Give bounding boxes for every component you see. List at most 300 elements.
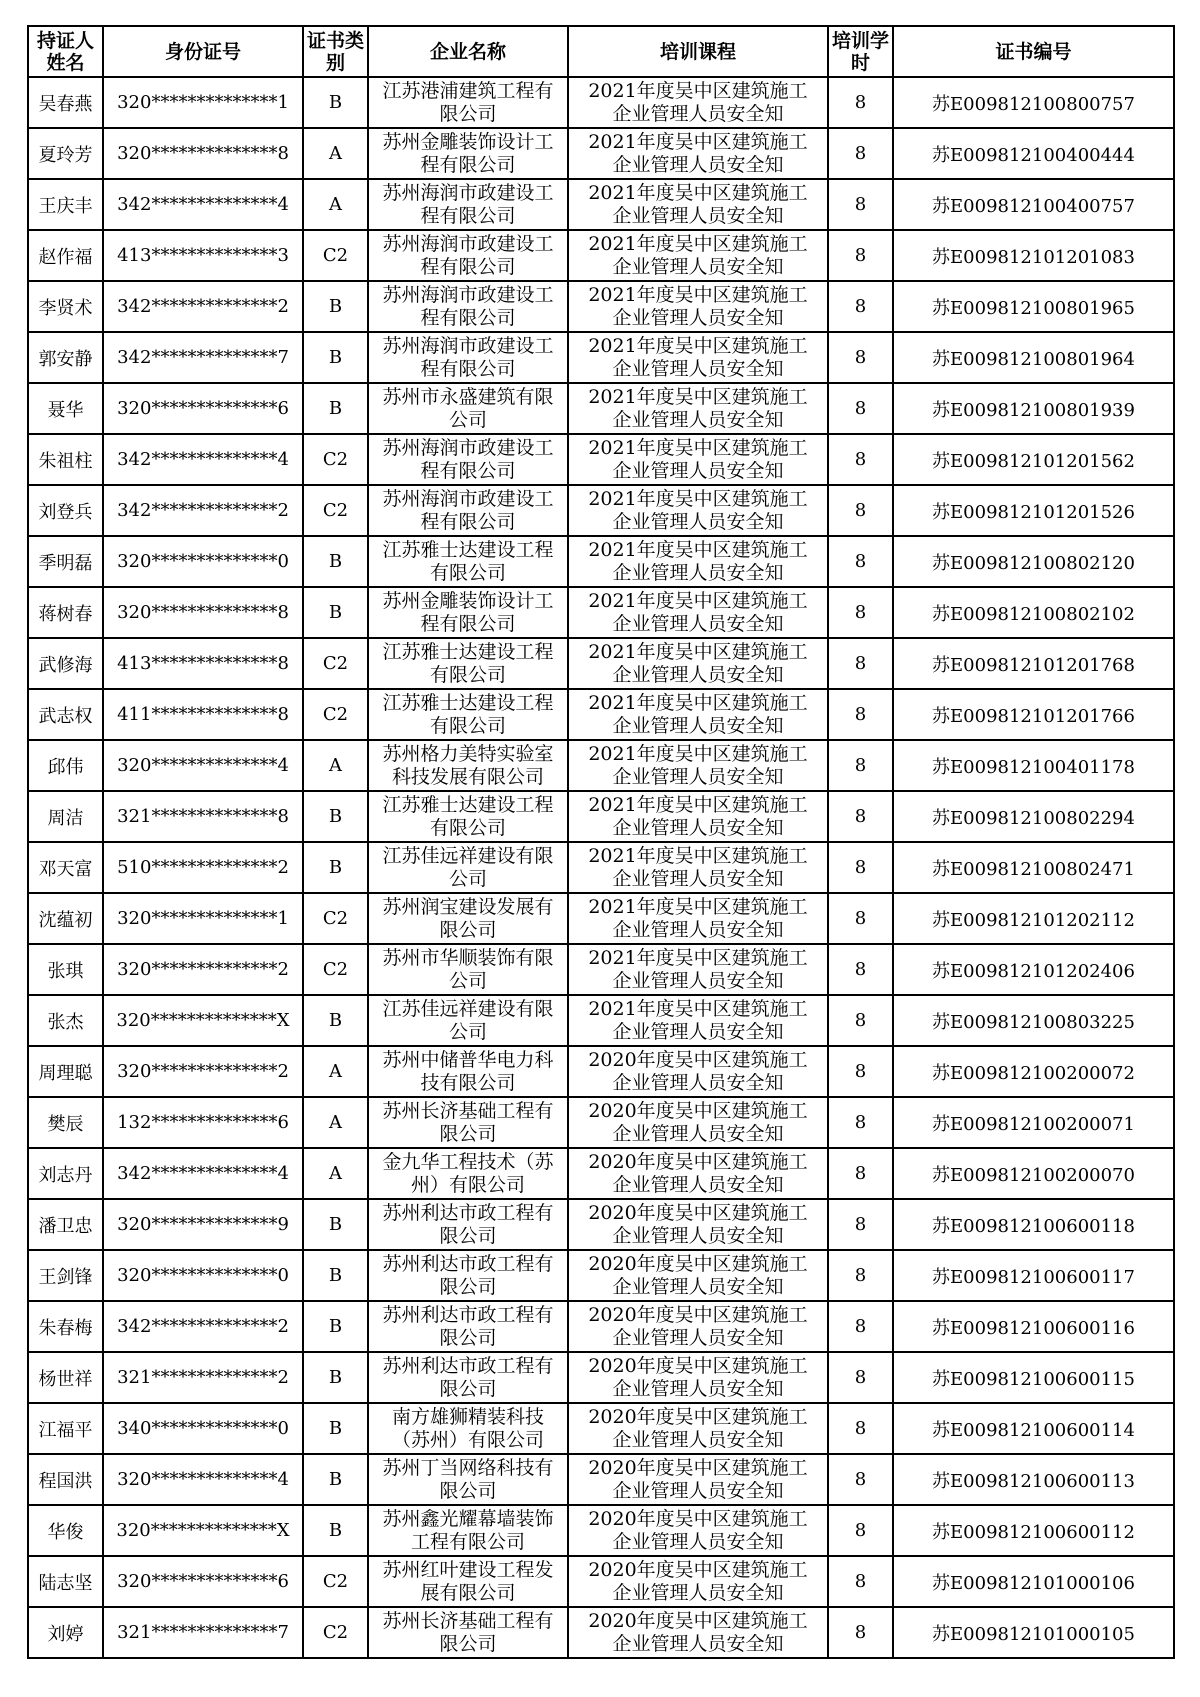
cell-name: 武修海 — [28, 638, 103, 689]
cell-company — [368, 281, 568, 332]
cell-id-number: 342**************2 — [103, 281, 303, 332]
cell-course — [568, 893, 828, 944]
cell-cert-type: C2 — [303, 434, 368, 485]
cell-course — [568, 791, 828, 842]
cell-cert-number: 苏E009812100400444 — [893, 128, 1174, 179]
cell-id-number: 342**************7 — [103, 332, 303, 383]
table-row — [28, 1454, 1174, 1505]
cell-course — [568, 1556, 828, 1607]
cell-company — [368, 689, 568, 740]
cell-name: 程国洪 — [28, 1454, 103, 1505]
cell-company-text: 苏州鑫光耀幕墙装饰工程有限公司 — [382, 1507, 554, 1553]
cell-company — [368, 1505, 568, 1556]
cell-cert-number: 苏E009812100200070 — [893, 1148, 1174, 1199]
cell-cert-number: 苏E009812101201562 — [893, 434, 1174, 485]
cell-cert-number: 苏E009812100801939 — [893, 383, 1174, 434]
cell-company-text: 苏州中储普华电力科技有限公司 — [382, 1048, 554, 1094]
cell-course-text: 2021年度吴中区建筑施工企业管理人员安全知 — [588, 130, 808, 176]
cell-company-text: 江苏雅士达建设工程有限公司 — [382, 640, 554, 686]
cell-course-text: 2020年度吴中区建筑施工企业管理人员安全知 — [588, 1456, 808, 1502]
cell-id-number: 321**************2 — [103, 1352, 303, 1403]
cell-name: 刘登兵 — [28, 485, 103, 536]
cell-id-number: 413**************8 — [103, 638, 303, 689]
cell-course — [568, 638, 828, 689]
cell-cert-type: C2 — [303, 944, 368, 995]
header-company: 企业名称 — [368, 26, 568, 77]
cell-id-number: 320**************8 — [103, 128, 303, 179]
cell-name: 武志权 — [28, 689, 103, 740]
cell-course — [568, 842, 828, 893]
cell-course — [568, 485, 828, 536]
cell-hours: 8 — [828, 995, 893, 1046]
cell-course-text: 2021年度吴中区建筑施工企业管理人员安全知 — [588, 589, 808, 635]
cell-cert-type: B — [303, 1403, 368, 1454]
cell-name: 李贤术 — [28, 281, 103, 332]
cell-hours: 8 — [828, 740, 893, 791]
cell-id-number: 320**************X — [103, 1505, 303, 1556]
cell-cert-type: C2 — [303, 638, 368, 689]
cell-hours: 8 — [828, 1097, 893, 1148]
header-id: 身份证号 — [103, 26, 303, 77]
cell-cert-number: 苏E009812101000105 — [893, 1607, 1174, 1658]
cell-hours: 8 — [828, 332, 893, 383]
cell-course — [568, 944, 828, 995]
cell-name: 季明磊 — [28, 536, 103, 587]
cell-company-text: 苏州金雕装饰设计工程有限公司 — [382, 130, 554, 176]
cell-company-text: 金九华工程技术（苏州）有限公司 — [382, 1150, 554, 1196]
cell-course — [568, 689, 828, 740]
cell-company — [368, 536, 568, 587]
cell-course — [568, 1097, 828, 1148]
cell-company — [368, 77, 568, 128]
table-row — [28, 893, 1174, 944]
cell-hours: 8 — [828, 1505, 893, 1556]
cell-name: 周理聪 — [28, 1046, 103, 1097]
cell-company — [368, 842, 568, 893]
cell-id-number: 320**************6 — [103, 383, 303, 434]
cell-name: 张琪 — [28, 944, 103, 995]
cell-course-text: 2021年度吴中区建筑施工企业管理人员安全知 — [588, 538, 808, 584]
header-hours: 培训学时 — [828, 26, 893, 77]
cell-company — [368, 1046, 568, 1097]
table-row — [28, 1148, 1174, 1199]
cell-company — [368, 1301, 568, 1352]
cell-course — [568, 536, 828, 587]
cell-course-text: 2021年度吴中区建筑施工企业管理人员安全知 — [588, 742, 808, 788]
cell-course-text: 2021年度吴中区建筑施工企业管理人员安全知 — [588, 895, 808, 941]
cell-id-number: 413**************3 — [103, 230, 303, 281]
cell-name: 江福平 — [28, 1403, 103, 1454]
cell-id-number: 320**************4 — [103, 740, 303, 791]
certificate-table — [27, 25, 1175, 1659]
cell-hours: 8 — [828, 1250, 893, 1301]
cell-name: 聂华 — [28, 383, 103, 434]
cell-hours: 8 — [828, 842, 893, 893]
cell-company-text: 江苏港浦建筑工程有限公司 — [382, 79, 554, 125]
cell-course-text: 2021年度吴中区建筑施工企业管理人员安全知 — [588, 385, 808, 431]
cell-course-text: 2020年度吴中区建筑施工企业管理人员安全知 — [588, 1150, 808, 1196]
cell-hours: 8 — [828, 485, 893, 536]
cell-company-text: 江苏雅士达建设工程有限公司 — [382, 691, 554, 737]
cell-hours: 8 — [828, 434, 893, 485]
cell-course — [568, 1199, 828, 1250]
cell-id-number: 342**************4 — [103, 179, 303, 230]
cell-id-number: 342**************4 — [103, 434, 303, 485]
cell-company — [368, 791, 568, 842]
cell-company-text: 苏州长济基础工程有限公司 — [382, 1099, 554, 1145]
cell-cert-type: B — [303, 332, 368, 383]
cell-company — [368, 587, 568, 638]
cell-id-number: 320**************0 — [103, 1250, 303, 1301]
cell-course-text: 2021年度吴中区建筑施工企业管理人员安全知 — [588, 997, 808, 1043]
cell-company — [368, 332, 568, 383]
cell-hours: 8 — [828, 128, 893, 179]
cell-name: 郭安静 — [28, 332, 103, 383]
cell-course — [568, 1403, 828, 1454]
cell-cert-type: B — [303, 383, 368, 434]
cell-hours: 8 — [828, 1556, 893, 1607]
cell-hours: 8 — [828, 587, 893, 638]
cell-company — [368, 1454, 568, 1505]
cell-hours: 8 — [828, 944, 893, 995]
cell-company-text: 苏州长济基础工程有限公司 — [382, 1609, 554, 1655]
cell-name: 华俊 — [28, 1505, 103, 1556]
table-row — [28, 995, 1174, 1046]
cell-hours: 8 — [828, 1352, 893, 1403]
table-row — [28, 332, 1174, 383]
cell-name: 王庆丰 — [28, 179, 103, 230]
cell-company — [368, 179, 568, 230]
cell-id-number: 320**************X — [103, 995, 303, 1046]
cell-cert-type: C2 — [303, 1556, 368, 1607]
cell-course-text: 2021年度吴中区建筑施工企业管理人员安全知 — [588, 334, 808, 380]
header-name: 持证人姓名 — [28, 26, 103, 77]
table-row — [28, 485, 1174, 536]
cell-course-text: 2021年度吴中区建筑施工企业管理人员安全知 — [588, 232, 808, 278]
cell-course — [568, 77, 828, 128]
cell-id-number: 342**************2 — [103, 485, 303, 536]
cell-course — [568, 1454, 828, 1505]
table-row — [28, 791, 1174, 842]
cell-course — [568, 1352, 828, 1403]
table-row — [28, 1250, 1174, 1301]
cell-hours: 8 — [828, 893, 893, 944]
cell-cert-type: B — [303, 587, 368, 638]
cell-cert-number: 苏E009812100600115 — [893, 1352, 1174, 1403]
table-row — [28, 587, 1174, 638]
cell-company-text: 苏州海润市政建设工程有限公司 — [382, 487, 554, 533]
cell-name: 沈蕴初 — [28, 893, 103, 944]
cell-company-text: 苏州海润市政建设工程有限公司 — [382, 232, 554, 278]
cell-cert-number: 苏E009812100200072 — [893, 1046, 1174, 1097]
cell-cert-number: 苏E009812100802102 — [893, 587, 1174, 638]
cell-course — [568, 128, 828, 179]
cell-company-text: 苏州市永盛建筑有限公司 — [382, 385, 554, 431]
cell-company-text: 苏州格力美特实验室科技发展有限公司 — [382, 742, 554, 788]
cell-course — [568, 383, 828, 434]
cell-company-text: 江苏雅士达建设工程有限公司 — [382, 538, 554, 584]
cell-cert-number: 苏E009812100802471 — [893, 842, 1174, 893]
cell-cert-type: A — [303, 1148, 368, 1199]
cell-company-text: 江苏雅士达建设工程有限公司 — [382, 793, 554, 839]
cell-cert-type: B — [303, 791, 368, 842]
cell-hours: 8 — [828, 1607, 893, 1658]
cell-course-text: 2020年度吴中区建筑施工企业管理人员安全知 — [588, 1558, 808, 1604]
cell-id-number: 411**************8 — [103, 689, 303, 740]
table-row — [28, 281, 1174, 332]
cell-company — [368, 995, 568, 1046]
table-row — [28, 230, 1174, 281]
cell-hours: 8 — [828, 1046, 893, 1097]
cell-company — [368, 1403, 568, 1454]
cell-company — [368, 434, 568, 485]
cell-cert-number: 苏E009812100600113 — [893, 1454, 1174, 1505]
cell-name: 蒋树春 — [28, 587, 103, 638]
cell-company-text: 苏州丁当网络科技有限公司 — [382, 1456, 554, 1502]
cell-name: 邓天富 — [28, 842, 103, 893]
cell-id-number: 320**************2 — [103, 944, 303, 995]
table-row — [28, 944, 1174, 995]
cell-hours: 8 — [828, 179, 893, 230]
cell-cert-number: 苏E009812100600112 — [893, 1505, 1174, 1556]
cell-company-text: 江苏佳远祥建设有限公司 — [382, 997, 554, 1043]
cell-course-text: 2020年度吴中区建筑施工企业管理人员安全知 — [588, 1099, 808, 1145]
cell-course-text: 2021年度吴中区建筑施工企业管理人员安全知 — [588, 793, 808, 839]
cell-course — [568, 1607, 828, 1658]
cell-course — [568, 740, 828, 791]
cell-id-number: 132**************6 — [103, 1097, 303, 1148]
cell-name: 邱伟 — [28, 740, 103, 791]
cell-course-text: 2020年度吴中区建筑施工企业管理人员安全知 — [588, 1048, 808, 1094]
cell-cert-type: A — [303, 740, 368, 791]
cell-id-number: 320**************2 — [103, 1046, 303, 1097]
cell-cert-number: 苏E009812101201766 — [893, 689, 1174, 740]
cell-company-text: 苏州金雕装饰设计工程有限公司 — [382, 589, 554, 635]
table-row — [28, 536, 1174, 587]
cell-id-number: 321**************8 — [103, 791, 303, 842]
cell-course-text: 2021年度吴中区建筑施工企业管理人员安全知 — [588, 640, 808, 686]
cell-course — [568, 1046, 828, 1097]
cell-cert-number: 苏E009812101202112 — [893, 893, 1174, 944]
cell-cert-number: 苏E009812101201526 — [893, 485, 1174, 536]
cell-course — [568, 1301, 828, 1352]
cell-company — [368, 383, 568, 434]
cell-company — [368, 1148, 568, 1199]
cell-course — [568, 179, 828, 230]
cell-cert-number: 苏E009812100600118 — [893, 1199, 1174, 1250]
cell-cert-number: 苏E009812101000106 — [893, 1556, 1174, 1607]
cell-id-number: 320**************1 — [103, 893, 303, 944]
cell-course-text: 2021年度吴中区建筑施工企业管理人员安全知 — [588, 79, 808, 125]
cell-course-text: 2020年度吴中区建筑施工企业管理人员安全知 — [588, 1609, 808, 1655]
table-row — [28, 842, 1174, 893]
cell-cert-number: 苏E009812100801964 — [893, 332, 1174, 383]
table-row — [28, 1199, 1174, 1250]
cell-cert-number: 苏E009812100400757 — [893, 179, 1174, 230]
cell-company — [368, 740, 568, 791]
cell-hours: 8 — [828, 1454, 893, 1505]
cell-cert-type: A — [303, 1097, 368, 1148]
cell-company-text: 苏州海润市政建设工程有限公司 — [382, 334, 554, 380]
cell-company-text: 苏州海润市政建设工程有限公司 — [382, 436, 554, 482]
cell-cert-type: B — [303, 1199, 368, 1250]
cell-cert-number: 苏E009812100401178 — [893, 740, 1174, 791]
cell-course — [568, 1148, 828, 1199]
cell-cert-type: C2 — [303, 689, 368, 740]
cell-course-text: 2020年度吴中区建筑施工企业管理人员安全知 — [588, 1405, 808, 1451]
cell-company — [368, 1352, 568, 1403]
cell-company-text: 苏州润宝建设发展有限公司 — [382, 895, 554, 941]
cell-course — [568, 1250, 828, 1301]
cell-hours: 8 — [828, 77, 893, 128]
table-row — [28, 1301, 1174, 1352]
cell-id-number: 342**************4 — [103, 1148, 303, 1199]
cell-course — [568, 995, 828, 1046]
cell-company — [368, 1199, 568, 1250]
cell-name: 杨世祥 — [28, 1352, 103, 1403]
cell-name: 陆志坚 — [28, 1556, 103, 1607]
cell-cert-number: 苏E009812100800757 — [893, 77, 1174, 128]
cell-hours: 8 — [828, 638, 893, 689]
cell-company-text: 江苏佳远祥建设有限公司 — [382, 844, 554, 890]
cell-company-text: 苏州海润市政建设工程有限公司 — [382, 283, 554, 329]
cell-hours: 8 — [828, 791, 893, 842]
cell-course — [568, 1505, 828, 1556]
cell-cert-number: 苏E009812100600116 — [893, 1301, 1174, 1352]
cell-cert-type: C2 — [303, 230, 368, 281]
cell-cert-number: 苏E009812101201768 — [893, 638, 1174, 689]
cell-company — [368, 1607, 568, 1658]
table-row — [28, 1505, 1174, 1556]
cell-cert-number: 苏E009812100801965 — [893, 281, 1174, 332]
header-type: 证书类别 — [303, 26, 368, 77]
cell-course-text: 2020年度吴中区建筑施工企业管理人员安全知 — [588, 1303, 808, 1349]
cell-hours: 8 — [828, 230, 893, 281]
header-cert-no: 证书编号 — [893, 26, 1174, 77]
cell-name: 赵作福 — [28, 230, 103, 281]
cell-cert-type: C2 — [303, 1607, 368, 1658]
cell-cert-type: B — [303, 1454, 368, 1505]
cell-cert-type: B — [303, 1301, 368, 1352]
cell-name: 王剑锋 — [28, 1250, 103, 1301]
cell-id-number: 320**************9 — [103, 1199, 303, 1250]
cell-company — [368, 893, 568, 944]
cell-company-text: 苏州市华顺装饰有限公司 — [382, 946, 554, 992]
cell-name: 朱春梅 — [28, 1301, 103, 1352]
cell-company-text: 苏州利达市政工程有限公司 — [382, 1303, 554, 1349]
cell-course-text: 2021年度吴中区建筑施工企业管理人员安全知 — [588, 487, 808, 533]
cell-company-text: 苏州利达市政工程有限公司 — [382, 1201, 554, 1247]
cell-hours: 8 — [828, 1199, 893, 1250]
cell-cert-number: 苏E009812100802120 — [893, 536, 1174, 587]
cell-cert-type: B — [303, 1505, 368, 1556]
cell-course — [568, 434, 828, 485]
cell-course-text: 2020年度吴中区建筑施工企业管理人员安全知 — [588, 1354, 808, 1400]
cell-cert-type: B — [303, 536, 368, 587]
cell-course — [568, 230, 828, 281]
cell-company-text: 南方雄狮精装科技（苏州）有限公司 — [391, 1405, 544, 1451]
cell-company — [368, 485, 568, 536]
table-row — [28, 1607, 1174, 1658]
table-row — [28, 434, 1174, 485]
cell-cert-type: B — [303, 1250, 368, 1301]
cell-company-text: 苏州利达市政工程有限公司 — [382, 1354, 554, 1400]
cell-name: 周洁 — [28, 791, 103, 842]
cell-course-text: 2021年度吴中区建筑施工企业管理人员安全知 — [588, 181, 808, 227]
cell-company — [368, 1250, 568, 1301]
cell-id-number: 320**************8 — [103, 587, 303, 638]
cell-hours: 8 — [828, 1403, 893, 1454]
table-row — [28, 1097, 1174, 1148]
cell-name: 刘婷 — [28, 1607, 103, 1658]
cell-course — [568, 587, 828, 638]
cell-hours: 8 — [828, 536, 893, 587]
table-row — [28, 638, 1174, 689]
cell-cert-type: C2 — [303, 485, 368, 536]
cell-company-text: 苏州利达市政工程有限公司 — [382, 1252, 554, 1298]
cell-hours: 8 — [828, 1301, 893, 1352]
cell-hours: 8 — [828, 689, 893, 740]
cell-course-text: 2021年度吴中区建筑施工企业管理人员安全知 — [588, 946, 808, 992]
cell-hours: 8 — [828, 1148, 893, 1199]
cell-cert-type: C2 — [303, 893, 368, 944]
cell-name: 吴春燕 — [28, 77, 103, 128]
cell-cert-type: B — [303, 1352, 368, 1403]
cell-cert-type: B — [303, 77, 368, 128]
cell-id-number: 320**************6 — [103, 1556, 303, 1607]
cell-id-number: 320**************1 — [103, 77, 303, 128]
cell-company — [368, 230, 568, 281]
table-row — [28, 689, 1174, 740]
cell-cert-number: 苏E009812100802294 — [893, 791, 1174, 842]
cell-cert-number: 苏E009812100200071 — [893, 1097, 1174, 1148]
cell-cert-number: 苏E009812100600117 — [893, 1250, 1174, 1301]
cell-course-text: 2021年度吴中区建筑施工企业管理人员安全知 — [588, 283, 808, 329]
table-row — [28, 383, 1174, 434]
cell-name: 潘卫忠 — [28, 1199, 103, 1250]
header-row — [28, 26, 1174, 77]
table-row — [28, 128, 1174, 179]
cell-id-number: 340**************0 — [103, 1403, 303, 1454]
cell-name: 张杰 — [28, 995, 103, 1046]
table-row — [28, 1403, 1174, 1454]
cell-cert-number: 苏E009812101201083 — [893, 230, 1174, 281]
cell-cert-type: B — [303, 995, 368, 1046]
cell-cert-number: 苏E009812100600114 — [893, 1403, 1174, 1454]
cell-cert-number: 苏E009812100803225 — [893, 995, 1174, 1046]
cell-company — [368, 1556, 568, 1607]
cell-name: 朱祖柱 — [28, 434, 103, 485]
cell-company-text: 苏州海润市政建设工程有限公司 — [382, 181, 554, 227]
cell-name: 樊辰 — [28, 1097, 103, 1148]
cell-cert-type: B — [303, 281, 368, 332]
cell-course — [568, 281, 828, 332]
cell-id-number: 510**************2 — [103, 842, 303, 893]
cell-id-number: 320**************0 — [103, 536, 303, 587]
table-row — [28, 1352, 1174, 1403]
table-row — [28, 740, 1174, 791]
cell-hours: 8 — [828, 383, 893, 434]
cell-cert-type: B — [303, 842, 368, 893]
cell-id-number: 321**************7 — [103, 1607, 303, 1658]
cell-name: 刘志丹 — [28, 1148, 103, 1199]
cell-company — [368, 638, 568, 689]
table-row — [28, 77, 1174, 128]
cell-course — [568, 332, 828, 383]
cell-course-text: 2020年度吴中区建筑施工企业管理人员安全知 — [588, 1252, 808, 1298]
cell-cert-number: 苏E009812101202406 — [893, 944, 1174, 995]
cell-cert-type: A — [303, 179, 368, 230]
